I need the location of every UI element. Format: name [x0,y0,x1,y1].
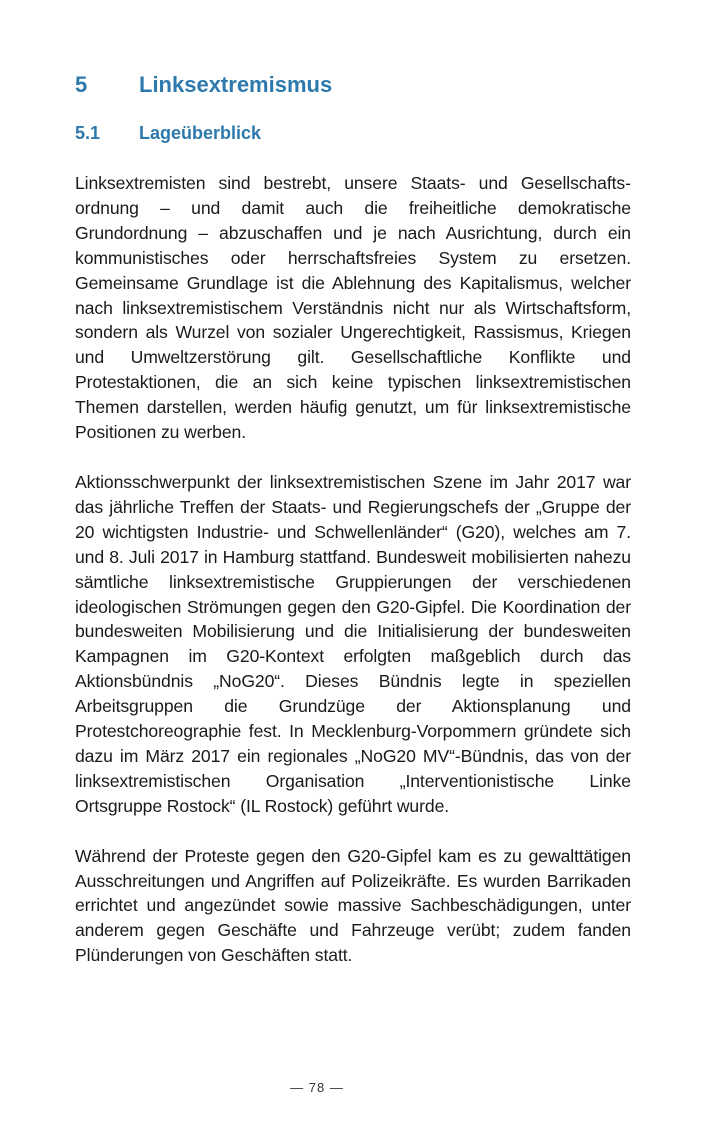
chapter-title: Linksextremismus [139,72,333,97]
section-number: 5.1 [75,123,101,143]
paragraph-2: Aktionsschwerpunkt der linksextremistischen Szene im Jahr 2017 war das jährliche Treffen der Staats- und Regierungschefs der „Gruppe der 20 wichtigsten Industrie- und Schwellenländer“ (G20), welches am 7. und 8. Juli 2017 in Hamburg stattfand. Bundesweit mobilisierten nahezu sämtliche linksextremistische Gruppierungen der verschiedenen ideologischen Strömungen gegen den G20-Gipfel. Die Koordination der bundesweiten Mobilisierung und die Initialisierung der bundesweiten Kampagnen im G20-Kontext erfolgten maßgeblich durch das Aktionsbündnis „NoG20“. Dieses Bündnis legte in speziellen Arbeitsgruppen die Grundzüge der Aktionsplanung und Protestchoreographie fest. In Mecklenburg-Vorpommern gründete sich dazu im März 2017 ein regionales „NoG20 MV“-Bündnis, das von der linksextremistischen Organisation „Interventionistische Linke Ortsgruppe Rostock“ (IL Rostock) geführt wurde. [75,471,631,816]
paragraph-1: Linksextremisten sind bestrebt, unsere Staats- und Gesellschaftsordnung – und damit auch die freiheitliche demokratische Grundordnung – abzuschaffen und je nach Ausrichtung, durch ein kommunistisches oder herrschaftsfreies System zu ersetzen. Gemeinsame Grundlage ist die Ablehnung des Kapitalismus, welcher nach linksextremistischem Verständnis nicht nur als Wirtschaftsform, sondern als Wurzel von sozialer Ungerechtigkeit, Rassismus, Kriegen und Umweltzerstörung gilt. Gesellschaftliche Konflikte und Protestaktionen, die an sich keine typischen linksextremistischen Themen darstellen, werden häufig genutzt, um für linksextremistische Positionen zu werben. [75,173,631,443]
section-title: Lageüberblick [139,123,262,143]
chapter-heading [75,70,332,100]
body-text [75,171,631,993]
paragraph-3: Während der Proteste gegen den G20-Gipfel kam es zu gewalttätigen Ausschreitungen und Angriffen auf Polizeikräfte. Es wurden Barrikaden errichtet und angezündet sowie massive Sachbeschädigungen, unter anderem gegen Geschäfte und Fahrzeuge verübt; zudem fanden Plünderungen von Geschäften statt. [75,845,631,966]
page-number: — 78 — [290,1080,344,1095]
section-heading [75,120,261,146]
chapter-number: 5 [75,72,88,97]
document-page [75,0,631,1123]
